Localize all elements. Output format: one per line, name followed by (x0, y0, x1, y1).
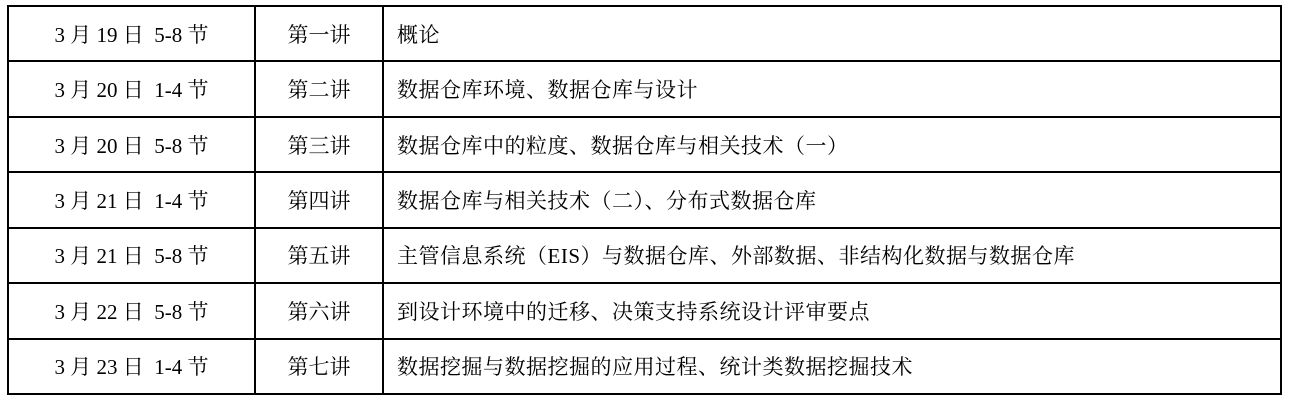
table-row (8, 6, 1281, 61)
table-row (8, 228, 1281, 283)
lecture-number-cell: 第三讲 (255, 117, 383, 172)
date-session-cell: 3 月 23 日 1-4 节 (8, 339, 255, 394)
lecture-number-cell: 第七讲 (255, 339, 383, 394)
lecture-number-cell: 第二讲 (255, 61, 383, 116)
table-row (8, 283, 1281, 338)
topic-cell: 数据仓库与相关技术（二）、分布式数据仓库 (383, 172, 1281, 227)
table-row (8, 61, 1281, 116)
lecture-number-cell: 第一讲 (255, 6, 383, 61)
table-row (8, 339, 1281, 394)
topic-cell: 到设计环境中的迁移、决策支持系统设计评审要点 (383, 283, 1281, 338)
topic-cell: 概论 (383, 6, 1281, 61)
topic-cell: 主管信息系统（EIS）与数据仓库、外部数据、非结构化数据与数据仓库 (383, 228, 1281, 283)
date-session-cell: 3 月 22 日 5-8 节 (8, 283, 255, 338)
lecture-number-cell: 第六讲 (255, 283, 383, 338)
date-session-cell: 3 月 19 日 5-8 节 (8, 6, 255, 61)
topic-cell: 数据挖掘与数据挖掘的应用过程、统计类数据挖掘技术 (383, 339, 1281, 394)
lecture-number-cell: 第四讲 (255, 172, 383, 227)
date-session-cell: 3 月 21 日 5-8 节 (8, 228, 255, 283)
topic-cell: 数据仓库中的粒度、数据仓库与相关技术（一） (383, 117, 1281, 172)
date-session-cell: 3 月 20 日 1-4 节 (8, 61, 255, 116)
table-row (8, 172, 1281, 227)
topic-cell: 数据仓库环境、数据仓库与设计 (383, 61, 1281, 116)
course-schedule-table (7, 5, 1282, 395)
table-row (8, 117, 1281, 172)
date-session-cell: 3 月 21 日 1-4 节 (8, 172, 255, 227)
lecture-number-cell: 第五讲 (255, 228, 383, 283)
course-schedule-body (8, 6, 1281, 394)
date-session-cell: 3 月 20 日 5-8 节 (8, 117, 255, 172)
